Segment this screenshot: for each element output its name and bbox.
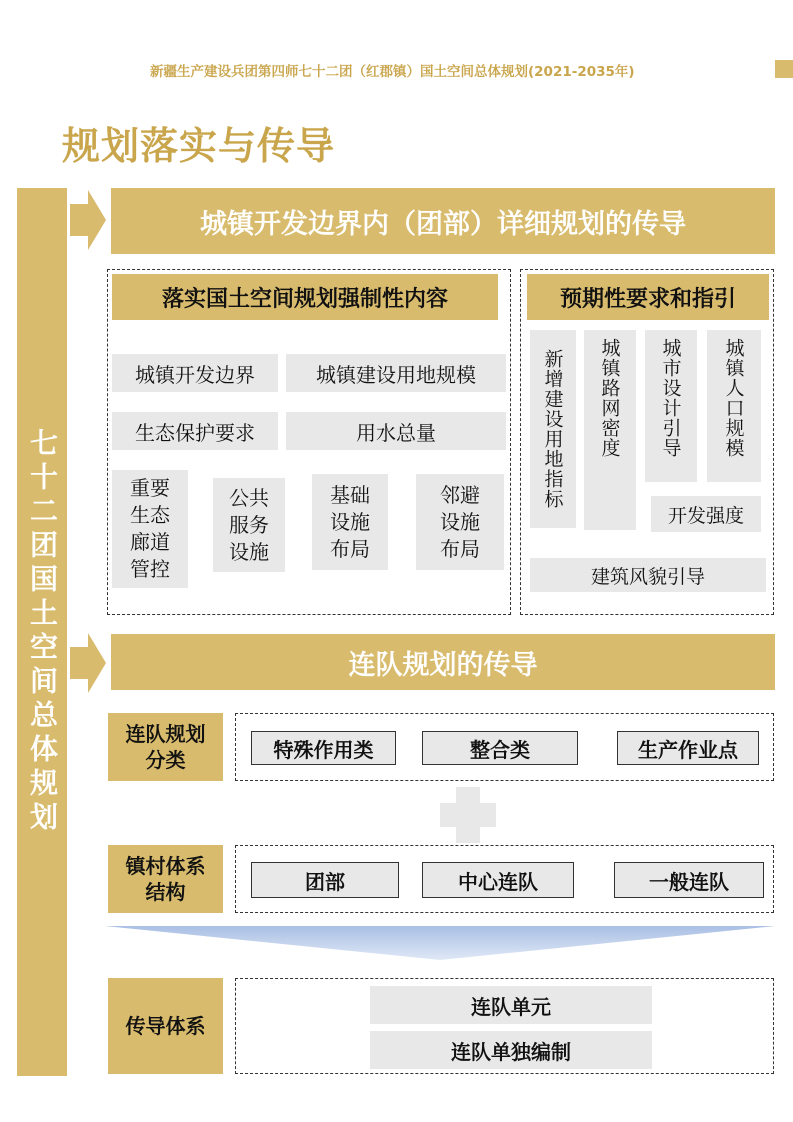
- structure-item: 团部: [251, 862, 399, 898]
- expected-item: [645, 330, 697, 482]
- transmission-item: 连队单元: [370, 986, 652, 1024]
- down-arrow-band: [105, 926, 775, 960]
- arrow-right-icon: [70, 190, 106, 250]
- transmission-item: 连队单独编制: [370, 1031, 652, 1069]
- left-bar: [17, 188, 67, 1076]
- mandatory-item-text: 公共服务设施: [229, 485, 269, 564]
- structure-item: 中心连队: [422, 862, 574, 898]
- mandatory-title: 落实国土空间规划强制性内容: [112, 274, 498, 320]
- mandatory-item: 城镇开发边界: [112, 354, 278, 392]
- mandatory-item: 生态保护要求: [112, 412, 278, 450]
- mandatory-item: 城镇建设用地规模: [286, 354, 506, 392]
- expected-item-text: 新增建设用地指标: [541, 349, 564, 509]
- mandatory-item: [416, 474, 504, 570]
- classification-item: 特殊作用类: [251, 731, 396, 765]
- classification-label-text: 连队规划分类: [125, 722, 206, 772]
- classification-label: [108, 713, 223, 781]
- classification-item: 生产作业点: [617, 731, 759, 765]
- expected-item-text: 城镇人口规模: [722, 338, 745, 458]
- document-title: 新疆生产建设兵团第四师七十二团（红郡镇）国土空间总体规划(2021-2035年): [150, 64, 635, 80]
- structure-label-text: 镇村体系结构: [125, 854, 206, 904]
- expected-item-text: 城市设计引导: [659, 338, 682, 458]
- corner-marker: [775, 60, 793, 78]
- classification-item: 整合类: [422, 731, 578, 765]
- section2-title: 连队规划的传导: [111, 634, 775, 690]
- expected-item: [530, 330, 576, 528]
- expected-item-text: 城镇路网密度: [598, 338, 621, 458]
- expected-title: 预期性要求和指引: [527, 274, 769, 320]
- mandatory-item: 用水总量: [286, 412, 506, 450]
- expected-item: [707, 330, 761, 482]
- mandatory-item-text: 邻避设施布局: [440, 482, 480, 561]
- mandatory-item-text: 基础设施布局: [330, 482, 370, 561]
- page-title: 规划落实与传导: [62, 124, 336, 168]
- structure-item: 一般连队: [614, 862, 764, 898]
- left-bar-label: 七十二团国土空间总体规划: [26, 428, 59, 836]
- mandatory-item: [312, 474, 388, 570]
- mandatory-item: [112, 470, 188, 588]
- section1-title: 城镇开发边界内（团部）详细规划的传导: [111, 188, 775, 254]
- expected-item: 开发强度: [651, 496, 761, 532]
- structure-label: [108, 845, 223, 913]
- transmission-label: 传导体系: [108, 978, 223, 1074]
- expected-item: [584, 330, 636, 530]
- mandatory-item: [213, 478, 285, 572]
- arrow-right-icon: [70, 633, 106, 693]
- mandatory-item-text: 重要生态廊道管控: [130, 476, 170, 581]
- expected-item: 建筑风貌引导: [530, 558, 766, 592]
- plus-icon: [440, 787, 496, 843]
